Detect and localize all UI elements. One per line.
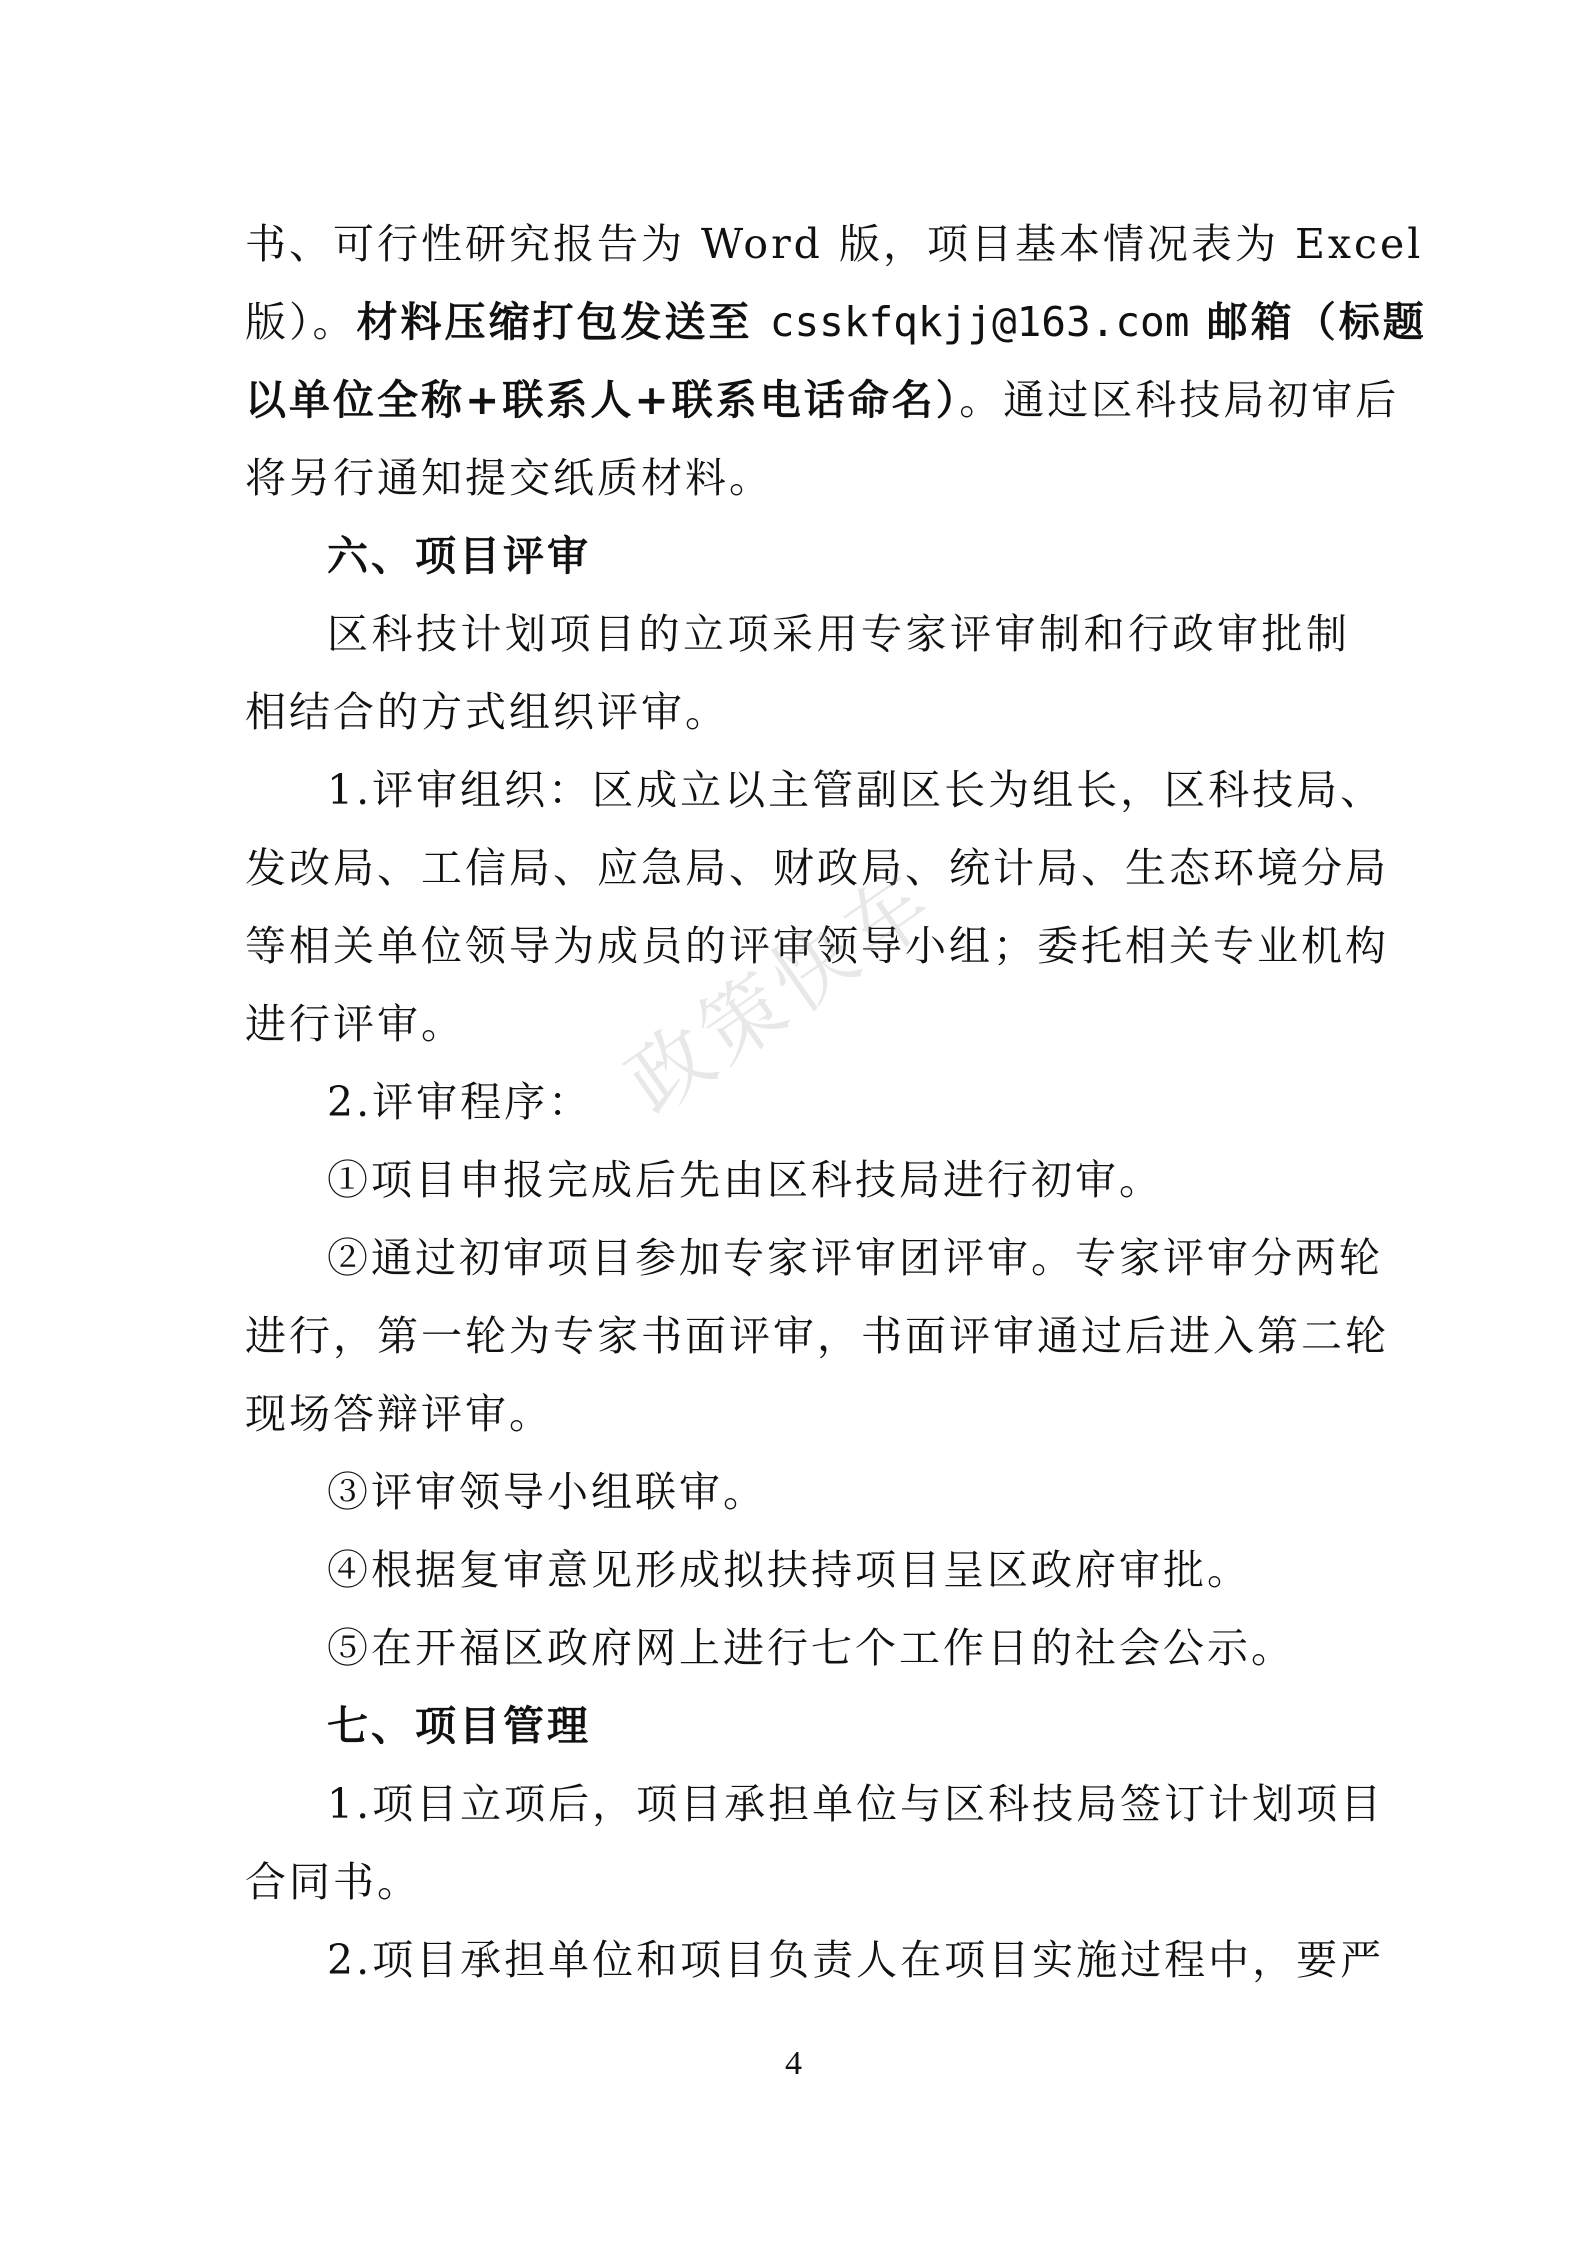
body-line: 发改局、工信局、应急局、财政局、统计局、生态环境分局 [245,844,1389,892]
section-heading: 六、项目评审 [327,532,591,580]
body-line: 区科技计划项目的立项采用专家评审制和行政审批制 [327,610,1350,658]
document-body [245,205,1427,1999]
text-span: 。通过区科技局初审后 [959,376,1400,424]
sub-heading: 2.评审程序： [327,1078,593,1126]
body-line: 进行评审。 [245,1000,465,1048]
email-address: csskfqkjj@163.com [769,298,1190,346]
body-line: 进行，第一轮为专家书面评审，书面评审通过后进入第二轮 [245,1312,1389,1360]
body-line: 等相关单位领导为成员的评审领导小组；委托相关专业机构 [245,922,1389,970]
page-number: 4 [785,2045,802,2082]
body-line: 将另行通知提交纸质材料。 [245,454,773,502]
list-item: ④根据复审意见形成拟扶持项目呈区政府审批。 [327,1546,1251,1594]
list-item: ②通过初审项目参加专家评审团评审。专家评审分两轮 [327,1234,1383,1282]
body-line: 书、可行性研究报告为 Word 版，项目基本情况表为 Excel [245,220,1424,268]
bold-text-span: 邮箱（标题 [1189,298,1427,346]
list-item: ③评审领导小组联审。 [327,1468,767,1516]
body-line: 1.评审组织：区成立以主管副区长为组长，区科技局、 [327,766,1385,814]
section-heading: 七、项目管理 [327,1702,591,1750]
text-span: 版）。 [245,298,357,346]
list-item: ⑤在开福区政府网上进行七个工作日的社会公示。 [327,1624,1295,1672]
body-line: 现场答辩评审。 [245,1390,553,1438]
body-line: 1.项目立项后，项目承担单位与区科技局签订计划项目 [327,1780,1385,1828]
bold-text-span: 材料压缩打包发送至 [356,298,770,346]
body-line [245,361,1400,439]
body-line: 相结合的方式组织评审。 [245,688,729,736]
bold-text-span: 以单位全称+联系人+联系电话命名） [245,376,960,424]
body-line [245,283,1427,361]
body-line: 合同书。 [245,1858,421,1906]
list-item: ①项目申报完成后先由区科技局进行初审。 [327,1156,1163,1204]
body-line: 2.项目承担单位和项目负责人在项目实施过程中，要严 [327,1936,1385,1984]
watermark: 政策快车 [610,852,954,1133]
